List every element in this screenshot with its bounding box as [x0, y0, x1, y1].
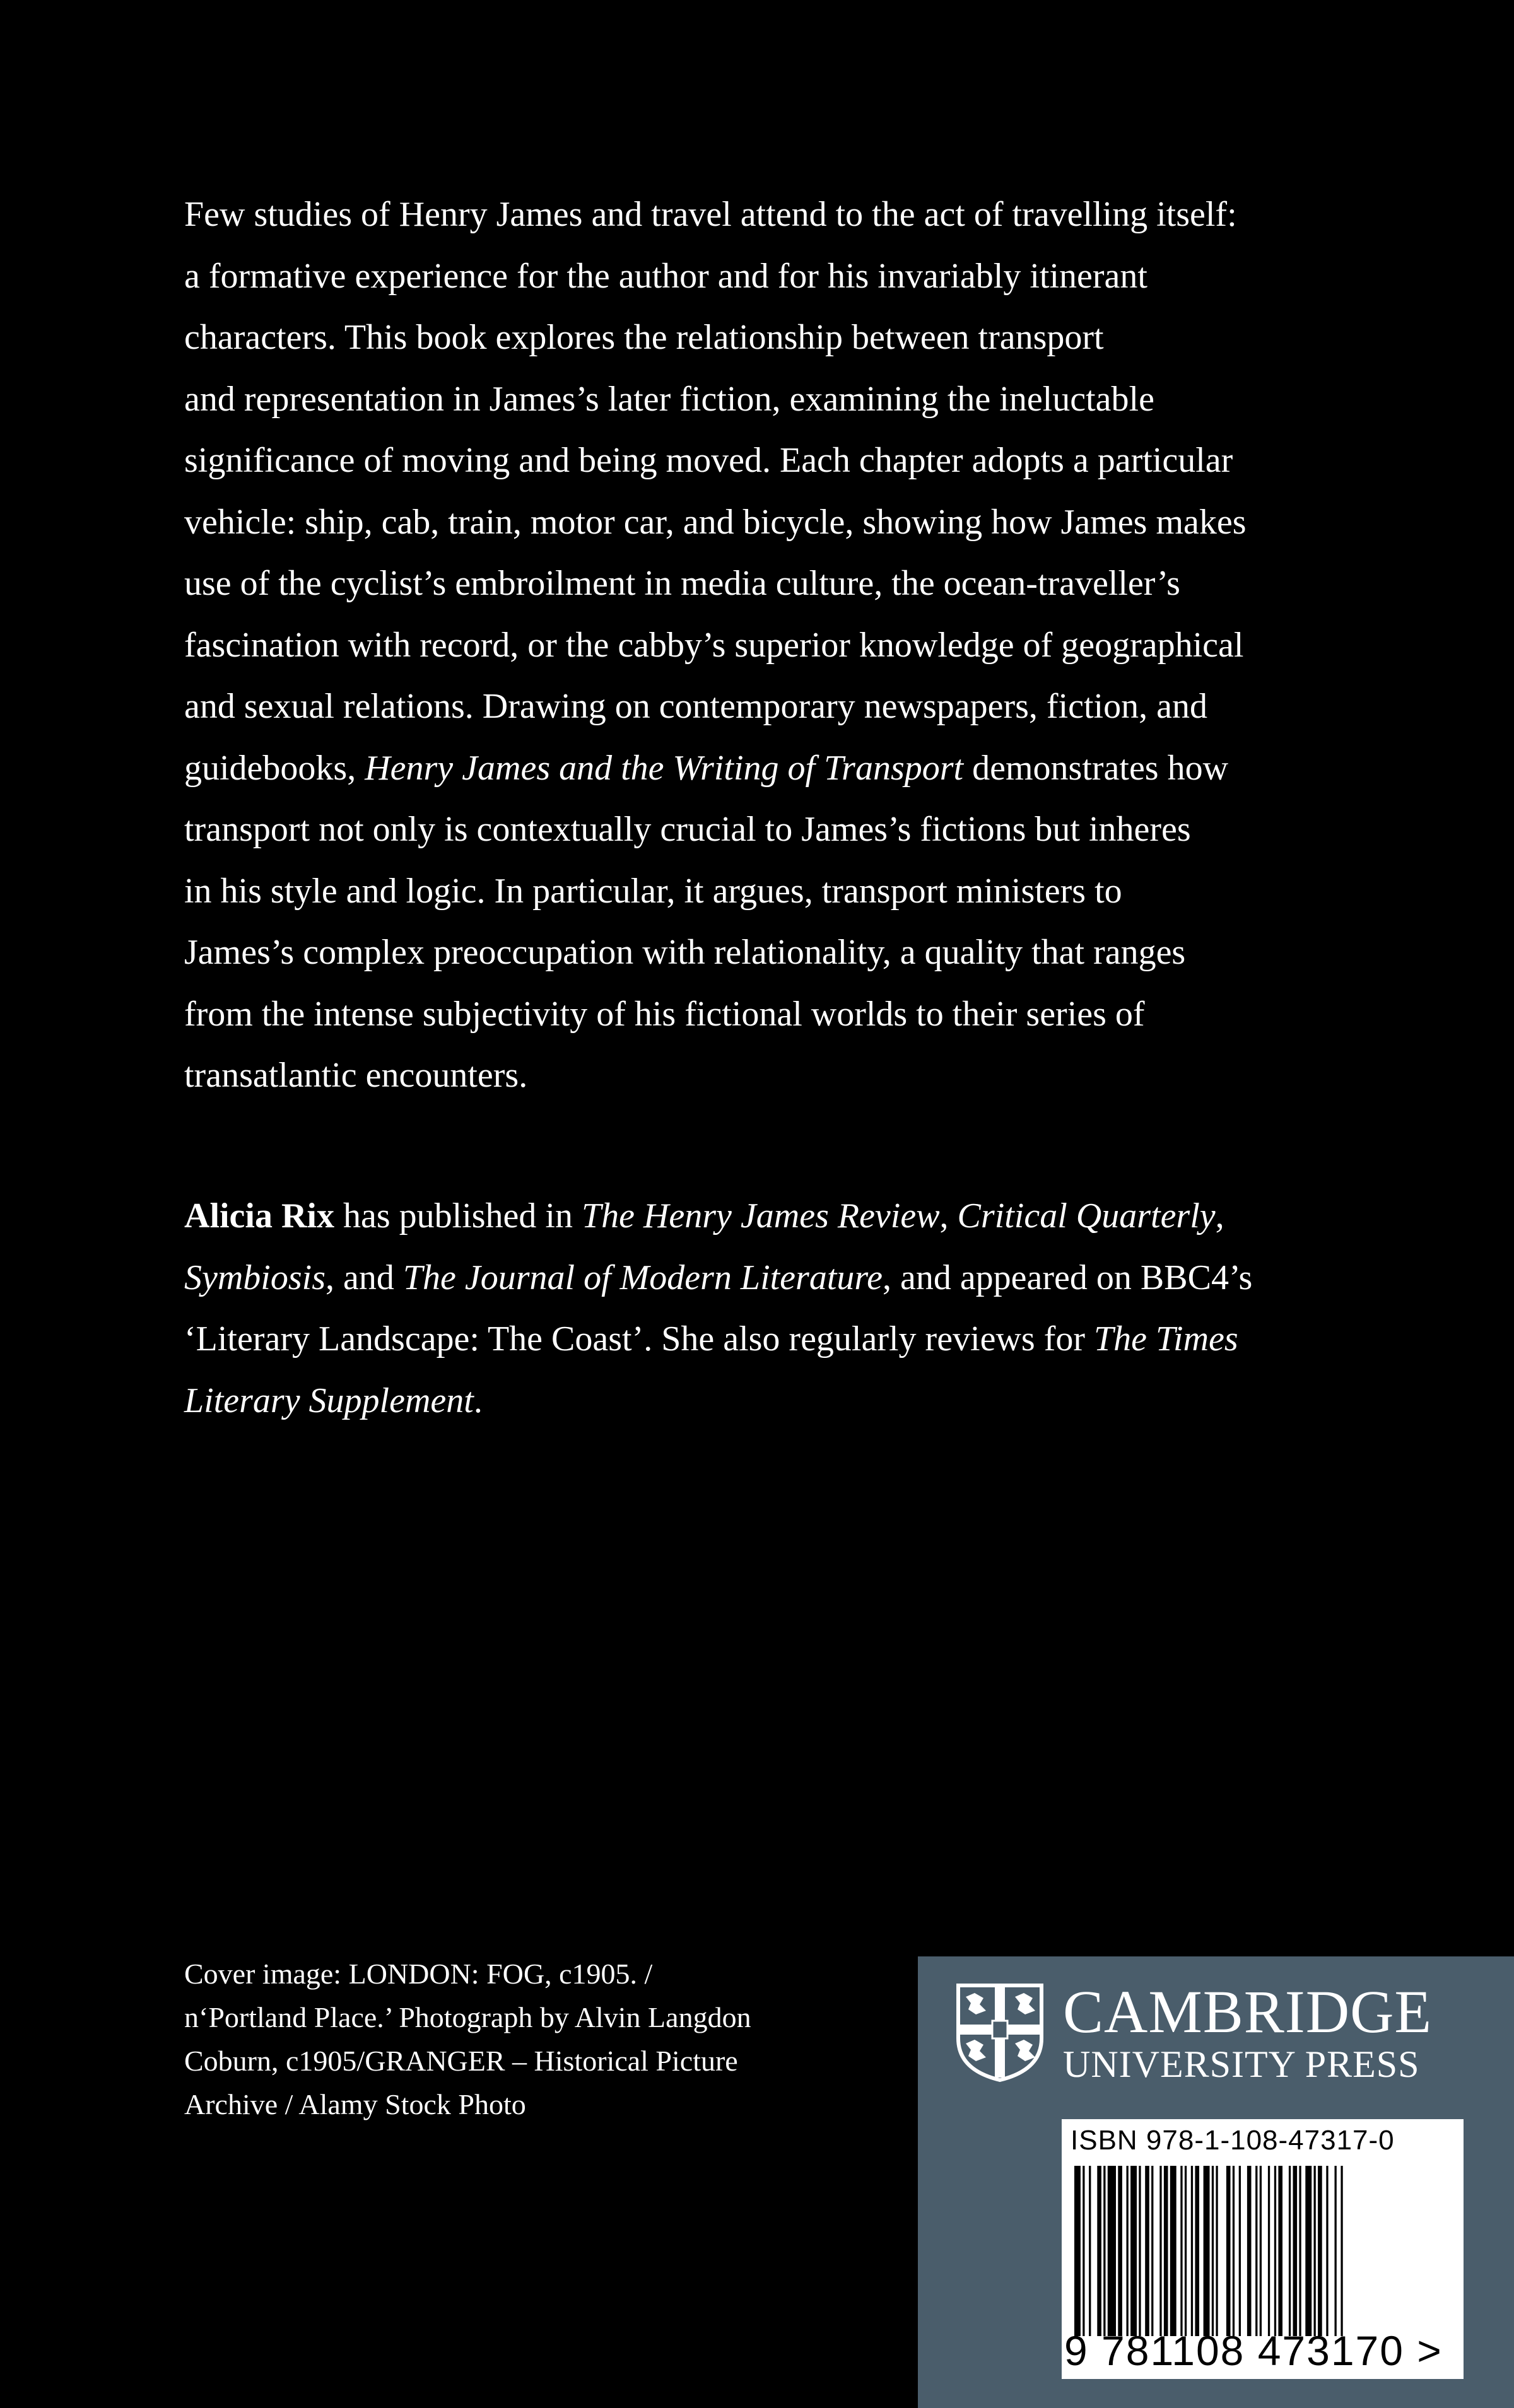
- barcode-bar: [1314, 2166, 1316, 2336]
- barcode-bar: [1247, 2166, 1252, 2336]
- credit-line: Cover image: LONDON: FOG, c1905. /: [184, 1958, 653, 1990]
- description-line: James’s complex preoccupation with relationality, a quality that ranges: [184, 933, 1186, 972]
- description-line: fascination with record, or the cabby’s superior knowledge of geographical: [184, 625, 1244, 665]
- description-line: and sexual relations. Drawing on contemporary newspapers, fiction, and: [184, 687, 1207, 726]
- barcode-bar: [1299, 2166, 1301, 2336]
- description-text: guidebooks,: [184, 748, 365, 788]
- publication-title: Critical Quarterly: [957, 1196, 1216, 1236]
- bio-text: ,: [1215, 1196, 1224, 1236]
- description-line: significance of moving and being moved. Each chapter adopts a particular: [184, 441, 1233, 480]
- publication-title: Literary Supplement: [184, 1381, 474, 1420]
- barcode-bar: [1074, 2166, 1081, 2336]
- barcode-bar: [1335, 2166, 1337, 2336]
- bio-line: [184, 1309, 1383, 1371]
- barcode-bar: [1268, 2166, 1270, 2336]
- barcode-bar: [1130, 2166, 1137, 2336]
- bio-line: [184, 1371, 1383, 1432]
- barcode-bar: [1305, 2166, 1312, 2336]
- publisher-panel: [918, 1956, 1514, 2408]
- barcode-bar: [1216, 2166, 1218, 2336]
- credit-line: Coburn, c1905/GRANGER – Historical Picture: [184, 2045, 738, 2077]
- publication-title: The Henry James Review: [581, 1196, 940, 1236]
- barcode-digits: 9 781108 473170 >: [1064, 2327, 1443, 2374]
- barcode-bar: [1289, 2166, 1291, 2336]
- description-line: from the intense subjectivity of his fictional worlds to their series of: [184, 994, 1145, 1034]
- description-line: use of the cyclist’s embroilment in media culture, the ocean-traveller’s: [184, 564, 1180, 603]
- bio-text: ‘Literary Landscape: The Coast’. She also regularly reviews for: [184, 1319, 1094, 1359]
- author-bio: [184, 1186, 1383, 1432]
- barcode-bar: [1239, 2166, 1241, 2336]
- description-line: Few studies of Henry James and travel attend to the act of travelling itself:: [184, 195, 1237, 234]
- publication-title: The Times: [1094, 1319, 1238, 1359]
- book-title: Henry James and the Writing of Transport: [365, 748, 964, 788]
- description-line: transport not only is contextually crucial to James’s fictions but inheres: [184, 810, 1191, 849]
- barcode-bar: [1278, 2166, 1282, 2336]
- bio-line: [184, 1248, 1383, 1309]
- bio-line: [184, 1186, 1383, 1248]
- barcode-bar: [1204, 2166, 1210, 2336]
- description-line: transatlantic encounters.: [184, 1056, 528, 1095]
- barcode-bar: [1118, 2166, 1122, 2336]
- bio-text: , and: [326, 1258, 403, 1297]
- barcode-bar: [1226, 2166, 1231, 2336]
- cover-image-credit: [184, 1952, 751, 2126]
- barcode-bar: [1108, 2166, 1116, 2336]
- publisher-name-line1: CAMBRIDGE: [1063, 1978, 1433, 2045]
- barcode-bar: [1191, 2166, 1193, 2336]
- barcode-bar: [1195, 2166, 1199, 2336]
- description-line: vehicle: ship, cab, train, motor car, and bicycle, showing how James makes: [184, 502, 1247, 542]
- barcode-bar: [1326, 2166, 1328, 2336]
- credit-line: Archive / Alamy Stock Photo: [184, 2088, 526, 2120]
- barcode-bar: [1145, 2166, 1149, 2336]
- credit-line: n‘Portland Place.’ Photograph by Alvin Langdon: [184, 2001, 751, 2033]
- isbn-barcode: [1062, 2119, 1464, 2379]
- description-line: and representation in James’s later fiction, examining the ineluctable: [184, 379, 1154, 419]
- barcode-bar: [1180, 2166, 1182, 2336]
- barcode-bar: [1127, 2166, 1129, 2336]
- bio-text: .: [473, 1381, 483, 1420]
- bio-text: , and appeared on BBC4’s: [882, 1258, 1253, 1297]
- barcode-bar: [1185, 2166, 1187, 2336]
- publisher-name-line2: UNIVERSITY PRESS: [1063, 2043, 1420, 2085]
- bio-text: ,: [939, 1196, 958, 1236]
- barcode-bars: [1071, 2166, 1449, 2336]
- barcode-bar: [1260, 2166, 1262, 2336]
- publication-title: Symbiosis: [184, 1258, 326, 1297]
- barcode-bar: [1089, 2166, 1091, 2336]
- publisher-name: [1063, 1980, 1432, 2085]
- barcode-bar: [1341, 2166, 1342, 2336]
- barcode-bar: [1255, 2166, 1257, 2336]
- barcode-bar: [1233, 2166, 1235, 2336]
- barcode-bar: [1293, 2166, 1298, 2336]
- barcode-bar: [1170, 2166, 1177, 2336]
- barcode-bar: [1139, 2166, 1141, 2336]
- barcode-bar: [1103, 2166, 1105, 2336]
- description-text: demonstrates how: [963, 748, 1229, 788]
- barcode-bar: [1318, 2166, 1322, 2336]
- description-line: [184, 738, 1383, 800]
- description-line: characters. This book explores the relationship between transport: [184, 318, 1104, 357]
- description-line: in his style and logic. In particular, it argues, transport ministers to: [184, 871, 1122, 911]
- barcode-bar: [1151, 2166, 1153, 2336]
- publication-title: The Journal of Modern Literature: [402, 1258, 883, 1297]
- barcode-bar: [1274, 2166, 1276, 2336]
- barcode-bar: [1159, 2166, 1161, 2336]
- barcode-bar: [1164, 2166, 1168, 2336]
- isbn-label: ISBN 978-1-108-47317-0: [1071, 2125, 1395, 2156]
- barcode-bar: [1083, 2166, 1084, 2336]
- barcode-bar: [1212, 2166, 1214, 2336]
- barcode-bar: [1097, 2166, 1101, 2336]
- book-description: [184, 184, 1383, 1107]
- author-name: Alicia Rix: [184, 1196, 334, 1236]
- bio-text: has published in: [334, 1196, 582, 1236]
- university-crest-icon: [956, 1983, 1044, 2083]
- description-line: a formative experience for the author and for his invariably itinerant: [184, 256, 1147, 296]
